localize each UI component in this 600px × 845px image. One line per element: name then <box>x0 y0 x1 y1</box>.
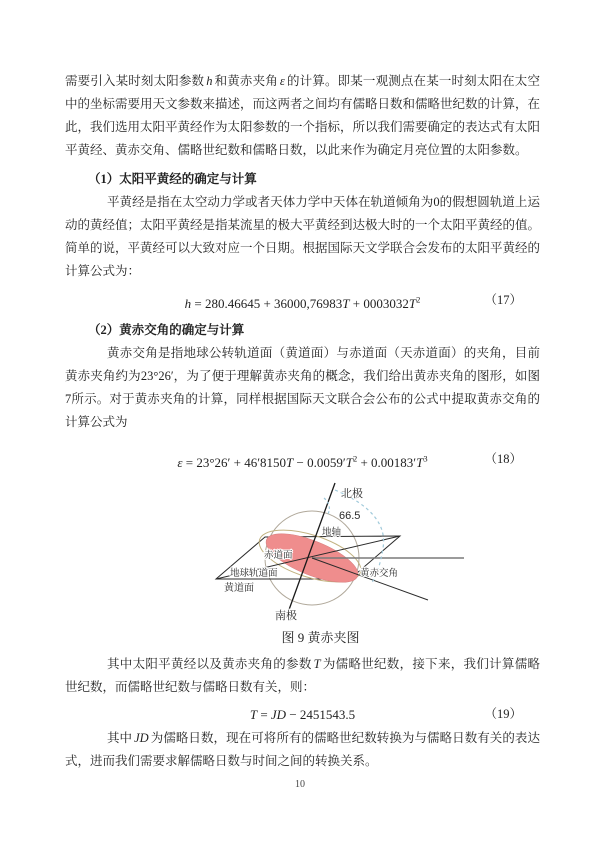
label-axis-angle-66-5: 66.5 <box>339 510 361 522</box>
paragraph-intro-text: 和黄赤夹角 <box>214 74 278 88</box>
figure-obliquity-diagram <box>65 478 540 647</box>
equation-19-body: T = JD − 2451543.5 <box>249 707 356 722</box>
label-earth-orbit-plane: 地球轨道面 <box>230 568 278 579</box>
label-obliquity-angle: 黄赤交角 <box>360 568 399 579</box>
page-content <box>65 70 540 773</box>
var-epsilon: ε <box>279 74 285 88</box>
paragraph-obliquity: 黄赤交角是指地球公转轨道面（黄道面）与赤道面（天赤道面）的夹角，目前黄赤夹角约为23°26′，为了便于理解黄赤夹角的概念，我们给出黄赤夹角的图形，如图7所示。对于黄赤夹角的计算，同样根据国际天文联合会公布的公式中提取黄赤交角的计算公式为 <box>65 346 540 429</box>
label-ecliptic-plane: 黄道面 <box>224 583 254 594</box>
paragraph-julian-century-text: 为儒略世纪数，接下来，我们计算儒略世纪数，而儒略世纪数与儒略日数有关，则： <box>65 657 540 694</box>
section-heading-1: （1）太阳平黄经的确定与计算 <box>88 172 257 186</box>
equation-18-number: （18） <box>484 452 522 466</box>
obliquity-diagram-svg <box>181 478 511 623</box>
label-south-pole: 南极 <box>275 610 297 622</box>
paragraph-julian-century-text: 其中太阳平黄经以及黄赤夹角的参数 <box>107 657 312 671</box>
var-jd: JD <box>134 731 149 745</box>
page-number: 10 <box>295 779 305 790</box>
equation-17-body: $h = 280.46645 + 36000,76983T + 0003032T^2$ <box>184 295 421 312</box>
equation-19-number: （19） <box>484 707 522 721</box>
paragraph-julian-day-text: 为儒略日数，现在可将所有的儒略世纪数转换为与儒略日数有关的表达式，进而我们需要求解儒略日数与时间之间的转换关系。 <box>65 731 540 768</box>
paragraph-intro-text: 需要引入某时刻太阳参数 <box>65 74 205 88</box>
equation-17-number: （17） <box>484 293 522 307</box>
label-earth-axis: 地轴 <box>322 527 342 538</box>
equation-19 <box>65 703 540 726</box>
section-heading-2: （2）黄赤交角的确定与计算 <box>88 323 245 337</box>
var-h: h <box>206 74 213 88</box>
equation-17 <box>65 289 540 312</box>
paragraph-julian-day-text: 其中 <box>107 731 133 745</box>
paragraph-intro-text: 的计算。即某一观测点在某一时刻太阳在太空中的坐标需要用天文参数来描述，而这两者之间均有儒略日数和儒略世纪数的计算，在此，我们选用太阳平黄经作为太阳参数的一个指标，所以我们需要确定的表达式有太阳平黄经、黄赤交角、儒略世纪数和儒略日数，以此来作为确定月亮位置的太阳参数。 <box>65 74 541 157</box>
paragraph-mean-longitude: 平黄经是指在太空动力学或者天体力学中天体在轨道倾角为0的假想圆轨道上运动的黄经值；太阳平黄经是指某流星的极大平黄经到达极大时的一个太阳平黄经的值。简单的说，平黄经可以大致对应一个日期。根据国际天文学联合会发布的太阳平黄经的计算公式为： <box>65 195 541 278</box>
label-north-pole: 北极 <box>341 488 363 500</box>
paragraph-julian-century <box>65 653 540 699</box>
paragraph-intro <box>65 70 540 162</box>
label-equatorial-plane: 赤道面 <box>264 550 293 561</box>
equation-18 <box>65 448 540 471</box>
equation-18-body: $\varepsilon = 23^\circ 26' + 46'8150T - 0.0059'T^2 + 0.00183'T^3$ <box>177 454 428 471</box>
var-t: T <box>313 657 321 671</box>
figure-caption: 图 9 黄赤夹图 <box>281 630 360 645</box>
paragraph-julian-day <box>65 727 540 773</box>
